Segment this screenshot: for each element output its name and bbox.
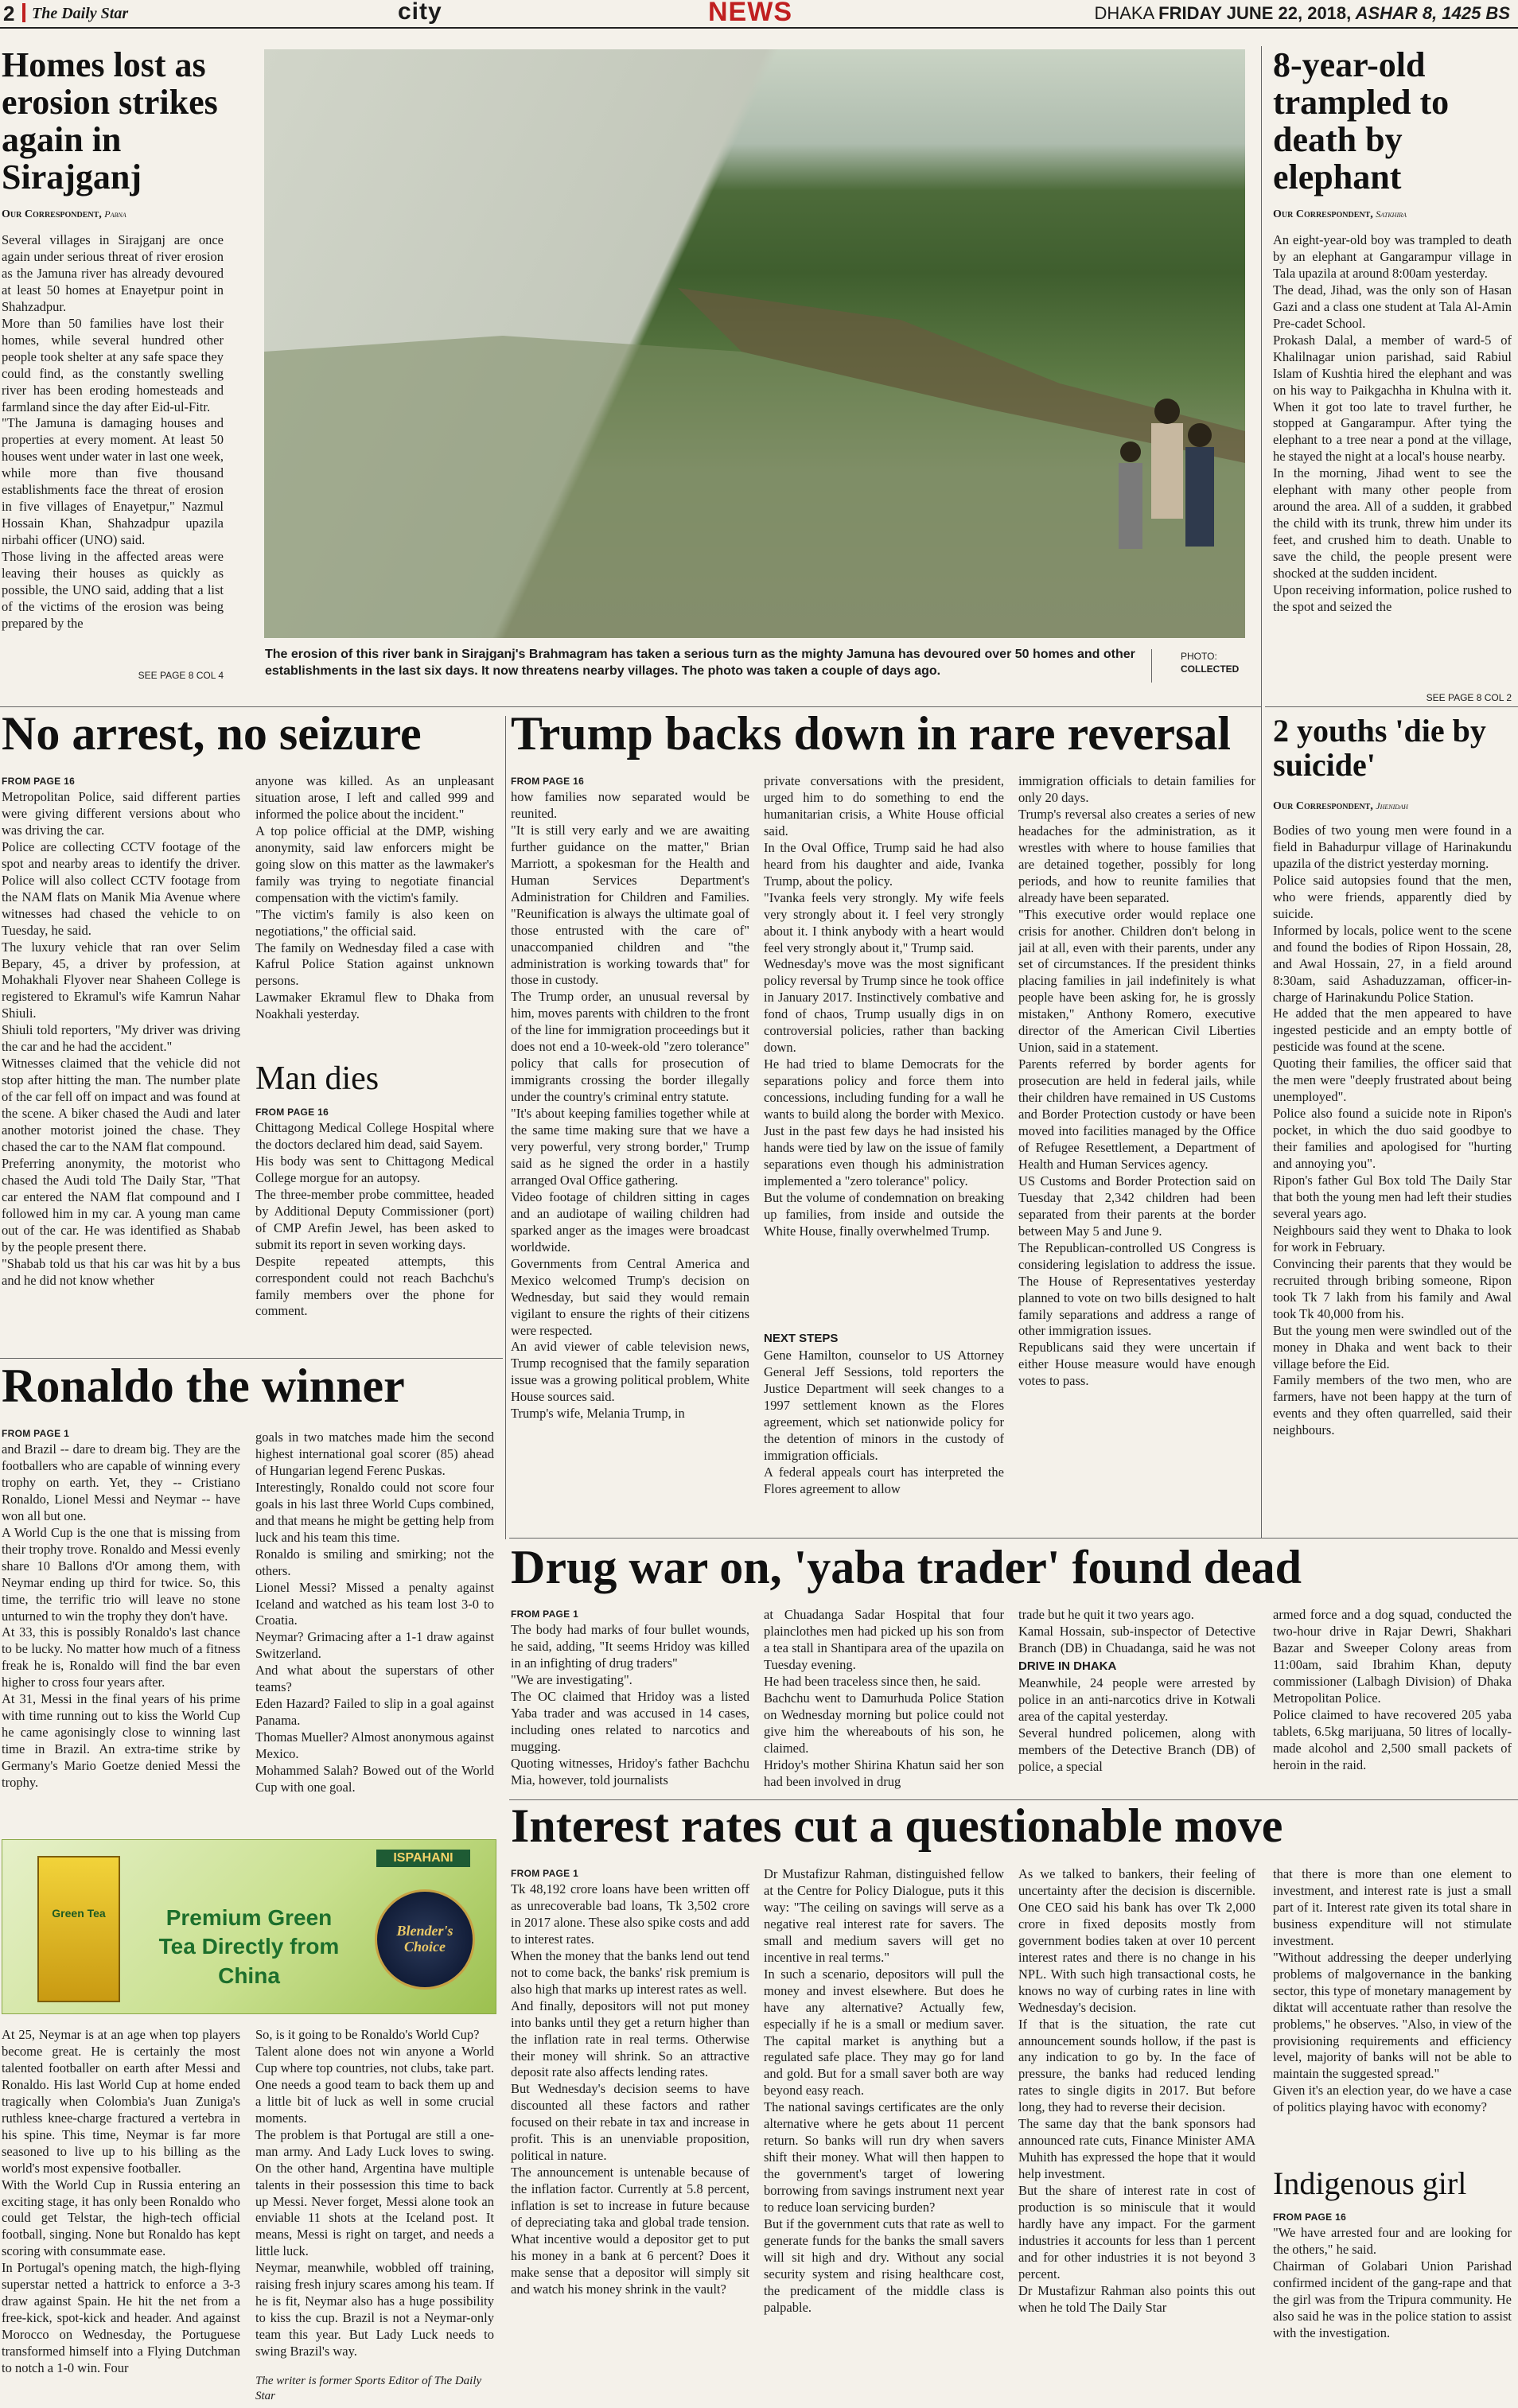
body-homes-lost: Several villages in Sirajganj are once again under serious threat of river erosion as the Jamuna river has already devoured at least 50 homes at Enayetpur point in Shahzadpur. More than 50 families have lost their homes, while several hundred other people took shelter at any safe space they could find, as the constantly swelling river has been eroding homesteads and farmland since the day after Eid-ul-Fitr. "The Jamuna is damaging houses and properties at every moment. At least 50 houses went under water in last one week, while more than five thousand establishments face the threat of erosion in five villages of Enayetpur," Nazmul Hossain Khan, Shahzadpur upazila nirbahi officer (UNO) said. Those living in the affected areas were leaving their houses as quickly as possible, the UNO said, adding that a list of the victims of the erosion was being prepared by the bbox=[2, 232, 224, 631]
subhead-drive-in-dhaka: DRIVE IN DHAKA bbox=[1018, 1659, 1117, 1673]
ronaldo-writer-note: The writer is former Sports Editor of The Daily Star bbox=[255, 2375, 482, 2402]
ad-headline: Premium Green Tea Directly from China bbox=[158, 1905, 340, 1988]
byline-elephant: Our Correspondent, Satkhira bbox=[1273, 208, 1407, 220]
byline-youths: Our Correspondent, Jhenidah bbox=[1273, 800, 1408, 812]
body-interest-col3: As we talked to bankers, their feeling of uncertainty after the decision is discernible. One CEO said his bank has over Tk 2,000 crore in fixed deposits mostly from government bodies taken at over 10 percent interest rates and there is no change in his NPL. With such high transactional costs, he knows no way of curbing rates in line with Wednesday's decision. If that is the situation, the rate cut announcement sounds hollow, if the past is any indication to go by. In the face of pressure, the banks had reduced lending rates to single digits in 2017. But before long, they had to reverse their decision. The same day that the bank sponsors had announced rate cuts, Finance Minister AMA Muhith has expressed the hope that it would help investment. But the share of interest rate in cost of production is so miniscule that it would hardly have any impact. For the garment industries it accounts for less than 1 percent and for other industries it is not beyond 3 percent. Dr Mustafizur Rahman also points this out when he told The Daily Star bbox=[1018, 1866, 1255, 2315]
tea-box-label: Green Tea bbox=[52, 1907, 106, 1920]
dateline-city: DHAKA bbox=[1094, 3, 1159, 23]
body-trump-col3: immigration officials to detain families for only 20 days. Trump's reversal also creates a series of new headaches for the administration, as it wrestles with where to house families that are detained together, possibly for long periods, and how to reunite families that already have been separated. "This executive order would replace one crisis for another. Children don't belong in jail at all, even with their parents, under any set of circumstances. If the president thinks placing families in jail indefinitely is what people have been asking for, he is grossly mistaken," Anthony Romero, executive director of the American Civil Liberties Union, said in a statement. Parents referred by border agents for prosecution are held in federal jails, while their children have remained in US Customs and Border Protection custody or have been moved into facilities managed by the Office of Refugee Resettlement, a Department of Health and Human Services agency. US Customs and Border Protection said on Tuesday that 2,342 children had been separated from their parents at the border between May 5 and June 9. The Republican-controlled US Congress is considering legislation to address the issue. The House of Representatives yesterday planned to vote on two bills designed to halt family separations and address a range of other immigration issues. Republicans said they were uncertain if either House measure would have enough votes to pass. bbox=[1018, 773, 1255, 1389]
body-trump-col2: private conversations with the president, urged him to do something to end the humanitarian crisis, a White House official said. In the Oval Office, Trump said he had also heard from his daughter and aide, Ivanka Trump, about the policy. "Ivanka feels very strongly. My wife feels very strongly about it. I feel very strongly about it. I think anybody with a heart would feel very strongly about it," Trump said. Wednesday's move was the most significant policy reversal by Trump since he took office in January 2017. Instinctively combative and fond of chaos, Trump usually digs in on controversial policies, rather than backing down. He had tried to blame Democrats for the separations policy and force them into concessions, including funding for a wall he wants to build along the border with Mexico. Just in the past few days he had insisted his hands were tied by law on the issue of family separations even though his administration implemented a "zero tolerance" policy. But the volume of condemnation on breaking up families, from inside and outside the White House, finally overwhelmed Trump. bbox=[764, 773, 1004, 1239]
row-rule-1b bbox=[1265, 706, 1518, 707]
from-page-no-arrest: FROM PAGE 16 bbox=[2, 776, 76, 787]
caption-divider bbox=[1151, 649, 1152, 683]
jump-homes-lost[interactable]: SEE PAGE 8 COL 4 bbox=[138, 670, 224, 681]
advertisement-green-tea[interactable] bbox=[2, 1839, 496, 2014]
body-drug-col2: at Chuadanga Sadar Hospital that four plainclothes men had picked up his son from a tea stall in Shantipara area of the upazila on Tuesday evening. He had been traceless since then, he said. Bachchu went to Damurhuda Police Station on Wednesday morning but police could not give him the whereabouts of his son, he claimed. Hridoy's mother Shirina Khatun said her son had been involved in drug bbox=[764, 1607, 1004, 1789]
body-interest-col4: that there is more than one element to investment, and interest rate is just a small part of it. Interest rate given its total share in business expenditure will not stimulate investment. "Without addressing the deeper underlying problems of malgovernance in the banking sector, this type of monetary management by diktat will accentuate rather than resolve the problems," he observes. "Also, in view of the provisioning requirements and efficiency level, majority of banks will not be able to maintain the suggested spread." Given it's an election year, do we have a case of politics playing havoc with economy? bbox=[1273, 1866, 1512, 2115]
photo-caption: The erosion of this river bank in Sirajganj's Brahmagram has taken a serious turn as the mighty Jamuna has devoured over 50 homes and other establishments in the last six days. It now threatens nearby villages. The photo was taken a couple of days ago. bbox=[265, 648, 1135, 679]
page-number: 2 bbox=[3, 2, 15, 25]
headline-drug-war: Drug war on, 'yaba trader' found dead bbox=[511, 1541, 1302, 1593]
column-rule-mid bbox=[505, 716, 506, 1539]
body-trump-col1: how families now separated would be reunited. "It is still very early and we are awaiting further guidance on the matter," Brian Marriott, a spokesman for the Health and Human Services Department's Administration for Children and Families. "Reunification is always the ultimate goal of those entrusted with the care of" unaccompanied children and "the administration is working towards that" for those in custody. The Trump order, an unusual reversal by him, moves parents with children to the front of the line for immigration proceedings but it does not end a 10-week-old "zero tolerance" policy that calls for prosecution of immigrants crossing the border illegally under the country's criminal entry statute. "It's about keeping families together while at the same time making sure that we have a very powerful, very strong border," Trump said as he signed the order in a hastily arranged Oval Office gathering. Video footage of children sitting in cages and an audiotape of wailing children had sparked anger as the images were broadcast worldwide. Governments from Central America and Mexico welcomed Trump's decision on Wednesday, but said they would remain vigilant to ensure the rights of their citizens were respected. An avid viewer of cable television news, Trump recognised that the family separation issue was a growing political problem, White House sources said. Trump's wife, Melania Trump, in bbox=[511, 789, 749, 1422]
from-page-man-dies: FROM PAGE 16 bbox=[255, 1107, 329, 1118]
dateline bbox=[1094, 3, 1510, 24]
row-rule-2 bbox=[0, 1358, 503, 1359]
dateline-bangla-date: ASHAR 8, 1425 BS bbox=[1351, 3, 1510, 23]
tea-box bbox=[37, 1856, 120, 2002]
body-ronaldo-col1b: At 25, Neymar is at an age when top players become great. He is certainly the most talented footballer on earth after Messi and Ronaldo. His last World Cup at home ended tragically when Colombia's Juan Zuniga's ruthless knee-charge fractured a vertebra in his spine. This time, Neymar is far more seasoned to live up to his billing as the world's most expensive footballer. With the World Cup in Russia entering an exciting stage, it has only been Ronaldo who could get Telstar, the high-tech official football, singing. None but Ronaldo has kept scoring with consummate ease. In Portugal's opening match, the high-flying superstar netted a hattrick to enforce a 3-3 draw against Spain. He hit the net from a free-kick, spot-kick and header. And against Morocco on Wednesday, the Portuguese transformed himself into a Flying Dutchman to notch a 1-0 win. Four bbox=[2, 2027, 240, 2376]
headline-man-dies: Man dies bbox=[255, 1060, 380, 1097]
page-number-bar bbox=[22, 3, 25, 22]
body-drug-col4: armed force and a dog squad, conducted the two-hour drive in Rajar Dewri, Shakhari Bazar and Sweeper Colony areas from 11:00am, said Ibrahim Khan, deputy commissioner (Lalbagh Division) of Dhaka Metropolitan Police. Police claimed to have recovered 205 yaba tablets, 6.5kg marijuana, 50 litres of locally-made alcohol and 2,500 small packets of heroin in the raid. bbox=[1273, 1607, 1512, 1772]
erosion-photo-shapes bbox=[264, 49, 1245, 638]
body-trump-col2b: Gene Hamilton, counselor to US Attorney General Jeff Sessions, told reporters the Justice Department will seek changes to a 1997 settlement known as the Flores agreement, which set nationwide policy for the detention of minors in the custody of immigration officials. A federal appeals court has interpreted the Flores agreement to allow bbox=[764, 1348, 1004, 1496]
headline-ronaldo: Ronaldo the winner bbox=[2, 1360, 405, 1412]
from-page-interest: FROM PAGE 1 bbox=[511, 1868, 579, 1879]
erosion-photo bbox=[264, 49, 1245, 638]
section-label-city: city bbox=[398, 0, 442, 25]
body-drug-col3: trade but he quit it two years ago. Kamal Hossain, sub-inspector of Detective Branch (DB) in Chuadanga, said he was not bbox=[1018, 1607, 1255, 1655]
column-rule-right bbox=[1261, 46, 1262, 1538]
headline-indigenous-girl: Indigenous girl bbox=[1273, 2165, 1467, 2201]
ad-brand: ISPAHANI bbox=[376, 1850, 470, 1867]
dateline-date: FRIDAY JUNE 22, 2018, bbox=[1158, 3, 1352, 23]
from-page-indigenous-girl: FROM PAGE 16 bbox=[1273, 2212, 1347, 2223]
jump-elephant[interactable]: SEE PAGE 8 COL 2 bbox=[1426, 692, 1512, 703]
body-man-dies: Chittagong Medical College Hospital where the doctors declared him dead, said Sayem. His body was sent to Chittagong Medical College morgue for an autopsy. The three-member probe committee, headed by Additional Deputy Commissioner (port) of CMP Arefin Jewel, has been asked to submit its report in seven working days. Despite repeated attempts, this correspondent could not reach Bachchu's family members over the phone for comment. bbox=[255, 1120, 494, 1319]
headline-trump: Trump backs down in rare reversal bbox=[511, 707, 1232, 760]
body-no-arrest-col2: anyone was killed. As an unpleasant situation arose, I left and called 999 and informed the police about the incident." A top police official at the DMP, wishing anonymity, said law enforcers might be going slow on this matter as the lawmaker's family was trying to negotiate financial compensation with the victim's family. "The victim's family is also keen on negotiations," the official said. The family on Wednesday filed a case with Kafrul Police Station against unknown persons. Lawmaker Ekramul flew to Dhaka from Noakhali yesterday. bbox=[255, 773, 494, 1022]
from-page-drug-war: FROM PAGE 1 bbox=[511, 1609, 579, 1620]
photo-credit-label: PHOTO: bbox=[1181, 651, 1217, 662]
body-ronaldo-col2b: So, is it going to be Ronaldo's World Cup? Talent alone does not win anyone a World Cup where top countries, not clubs, take part. One needs a good team to back them up and a little bit of luck as well in some crucial moments. The problem is that Portugal are still a one-man army. And Lady Luck loves to swing. On the other hand, Argentina have multiple talents in their possession this time to back up Messi. Never forget, Messi alone took an enviable 11 shots at the Iceland post. It means, Messi is right on target, and needs a little luck. Neymar, meanwhile, wobbled off training, raising fresh injury scares among his team. If he is fit, Neymar also has a huge possibility to kiss the cup. Brazil is not a Neymar-only team this year. But Lady Luck needs to swing Brazil's way. bbox=[255, 2027, 494, 2359]
body-no-arrest-col1: Metropolitan Police, said different parties were giving different versions about who was driving the car. Police are collecting CCTV footage of the spot and nearby areas to identify the driver. Police will also collect CCTV footage from the NAM flats on Manik Mia Avenue where witnesses had chased the vehicle to on Tuesday, he said. The luxury vehicle that ran over Selim Bepary, 45, a driver by profession, at Mohakhali Flyover near Shaheen College is registered to Ekramul's wife Kamrun Nahar Shiuli. Shiuli told reporters, "My driver was driving the car and he had the accident." Witnesses claimed that the vehicle did not stop after hitting the man. The number plate of the car fell off on impact and was found at the scene. A biker chased the Audi and later another motorist joined the chase. They chased the car to the NAM flat compound. Preferring anonymity, the motorist who chased the Audi told The Daily Star, "That car entered the NAM flat compound and I followed him in my car. A young man came out of the car. He was identified as Shabab by the people present there. "Shabab told us that his car was hit by a bus and he did not know whether bbox=[2, 789, 240, 1288]
body-ronaldo-col1: and Brazil -- dare to dream big. They are the footballers who are capable of winning every trophy on earth. Yet, they -- Cristiano Ronaldo, Lionel Messi and Neymar -- have won all but one. A World Cup is the one that is missing from their trophy trove. Ronaldo and Messi evenly share 10 Ballons d'Or among them, with Neymar ending up third for twice. So, this time, the terrific trio will leave no stone unturned to win the trophy they don't have. At 33, this is possibly Ronaldo's last chance to be lucky. No matter how much of a fitness freak he is, Ronaldo will find the bar even higher to cross four years after. At 31, Messi in the final years of his prime with time running out to kiss the World Cup he came agonisingly close to winning last time in Brazil. An extra-time strike by Germany's Mario Goetze denied Messi the trophy. bbox=[2, 1441, 240, 1791]
body-interest-col2: Dr Mustafizur Rahman, distinguished fellow at the Centre for Policy Dialogue, puts it this way: "The ceiling on savings will serve as a negative real interest rate for savers. The small and medium savers will get no incentive in real terms." In such a scenario, depositors will pull the money and invest elsewhere. But does he have any alternative? Actually few, especially if he is a small or medium saver. The capital market is anything but a regulated safe place. They may go for land and gold. But for a small saver both are way beyond easy reach. The national savings certificates are the only alternative where he gets about 11 percent return. So banks will run dry when savers shift their money. What will then happen to the government's target of lowering borrowing from savings instrument next year to reduce loan servicing burden? But if the government cuts that rate as well to generate funds for the banks the small savers will sit high and dry. Without any social security system and rising healthcare cost, the predicament of the middle class is palpable. bbox=[764, 1866, 1004, 2315]
body-drug-col1: The body had marks of four bullet wounds, he said, adding, "It seems Hridoy was killed in an infighting of drug traders" "We are investigating". The OC claimed that Hridoy was a listed Yaba trader and was accused in 14 cases, including ones related to narcotics and mugging. Quoting witnesses, Hridoy's father Bachchu Mia, however, told journalists bbox=[511, 1622, 749, 1788]
body-elephant: An eight-year-old boy was trampled to death by an elephant at Gangarampur village in Tala upazila at around 8:00am yesterday. The dead, Jihad, was the only son of Hasan Gazi and a class one student at Tala Al-Amin Pre-cadet School. Prokash Dalal, a member of ward-5 of Khalilnagar union parishad, said Rabiul Islam of Kushtia hired the elephant and was on his way to Paikgachha in Khulna with it. When it got too late to travel further, he stopped at Gangarampur. After tying the elephant to a tree near a pond at the village, he stayed the night at a local's house nearby. In the morning, Jihad went to see the elephant with many other people from around the area. All of a sudden, it grabbed the child with its trunk, threw him under its feet, and crushed him to death. Unable to save the child, the people present were shocked at the sudden incident. Upon receiving information, police rushed to the spot and seized the bbox=[1273, 232, 1512, 614]
from-page-trump: FROM PAGE 16 bbox=[511, 776, 585, 787]
photo-credit-name: COLLECTED bbox=[1181, 663, 1240, 675]
headline-interest-rates: Interest rates cut a questionable move bbox=[511, 1799, 1283, 1852]
body-indigenous-girl: "We have arrested four and are looking for the others," he said. Chairman of Golabari Union Parishad confirmed incident of the gang-rape and that the girl was from the Tripura community. He also said he was in the police station to assist with the investigation. bbox=[1273, 2225, 1512, 2340]
headline-youths: 2 youths 'die by suicide' bbox=[1273, 713, 1486, 783]
photo-credit bbox=[1181, 651, 1239, 675]
blenders-choice-seal: Blender's Choice bbox=[375, 1889, 475, 1990]
section-label-news: NEWS bbox=[708, 0, 792, 27]
body-interest-col1: Tk 48,192 crore loans have been written off as unrecoverable bad loans, Tk 3,502 crore in 2017 alone. These also spike costs and add to interest rates. When the money that the banks lend out tend not to come back, the banks' risk premium is also high that marks up interest rates as well. And finally, depositors will not put money into banks until they get a return higher than the inflation rate in real terms. Otherwise their money will shrink. So an attractive deposit rate also affects lending rates. But Wednesday's decision seems to have discounted all these factors and rather focused on their rebate in tax and increase in profit. This is an unenviable proposition, political in nature. The announcement is untenable because of the inflation factor. Currently at 5.8 percent, inflation is set to increase in future because of depreciating taka and global trade tension. What incentive would a depositor get to put his money in a bank at 6 percent? Does it make sense that a depositor will simply sit and watch his money shrink in the vault? bbox=[511, 1881, 749, 2297]
body-ronaldo-col2: goals in two matches made him the second highest international goal scorer (85) ahead of Hungarian legend Ferenc Puskas. Interestingly, Ronaldo could not score four goals in his last three World Cups combined, and that means he might be getting help from luck and his team this time. Ronaldo is smiling and smirking; not the others. Lionel Messi? Missed a penalty against Iceland and watched as his team lost 3-0 to Croatia. Neymar? Grimacing after a 1-1 draw against Switzerland. And what about the superstars of other teams? Eden Hazard? Failed to slip in a goal against Panama. Thomas Mueller? Almost anonymous against Mexico. Mohammed Salah? Bowed out of the World Cup with one goal. bbox=[255, 1430, 494, 1795]
from-page-ronaldo: FROM PAGE 1 bbox=[2, 1428, 70, 1439]
newspaper-logo: The Daily Star bbox=[32, 5, 129, 22]
headline-homes-lost: Homes lost as erosion strikes again in Sirajganj bbox=[2, 45, 218, 197]
body-drug-col3b: Meanwhile, 24 people were arrested by police in an anti-narcotics drive in Kotwali area of the capital yesterday. Several hundred policemen, along with members of the Detective Branch (DB) of police, a special bbox=[1018, 1675, 1255, 1774]
body-youths: Bodies of two young men were found in a field in Bahadurpur village of Harinakundu upazila of the district yesterday morning. Police said autopsies found that the men, who were friends, apparently died by suicide. Informed by locals, police went to the scene and found the bodies of Ripon Hossain, 28, and Awal Hossain, 27, in a field around 8:30am, said Ashaduzzaman, officer-in-charge of Harinakundu Police Station. He added that the men appeared to have ingested pesticide and an empty bottle of pesticide was found at the scene. Quoting their families, the officer said that the men were "deeply frustrated about being unemployed". Police also found a suicide note in Ripon's pocket, in which the duo said goodbye to their families and apologised for "hurting and annoying you". Ripon's father Gul Box told The Daily Star that both the young men had left their studies several years ago. Neighbours said they went to Dhaka to look for work in February. Convincing their parents that they would be recruited through bribing someone, Ripon took Tk 7 lakh from his family and Awal took Tk 40,000 from his. But the young men were swindled out of the money in Dhaka and went back to their village before the Eid. Family members of the two men, who are farmers, have not been happy at the turn of events and they often quarrelled, said their neighbours. bbox=[1273, 823, 1512, 1438]
subhead-next-steps: NEXT STEPS bbox=[764, 1332, 839, 1345]
row-rule-3 bbox=[509, 1538, 1518, 1539]
headline-elephant: 8-year-old trampled to death by elephant bbox=[1273, 45, 1450, 197]
byline-homes-lost: Our Correspondent, Pabna bbox=[2, 208, 127, 220]
headline-no-arrest: No arrest, no seizure bbox=[2, 707, 422, 760]
